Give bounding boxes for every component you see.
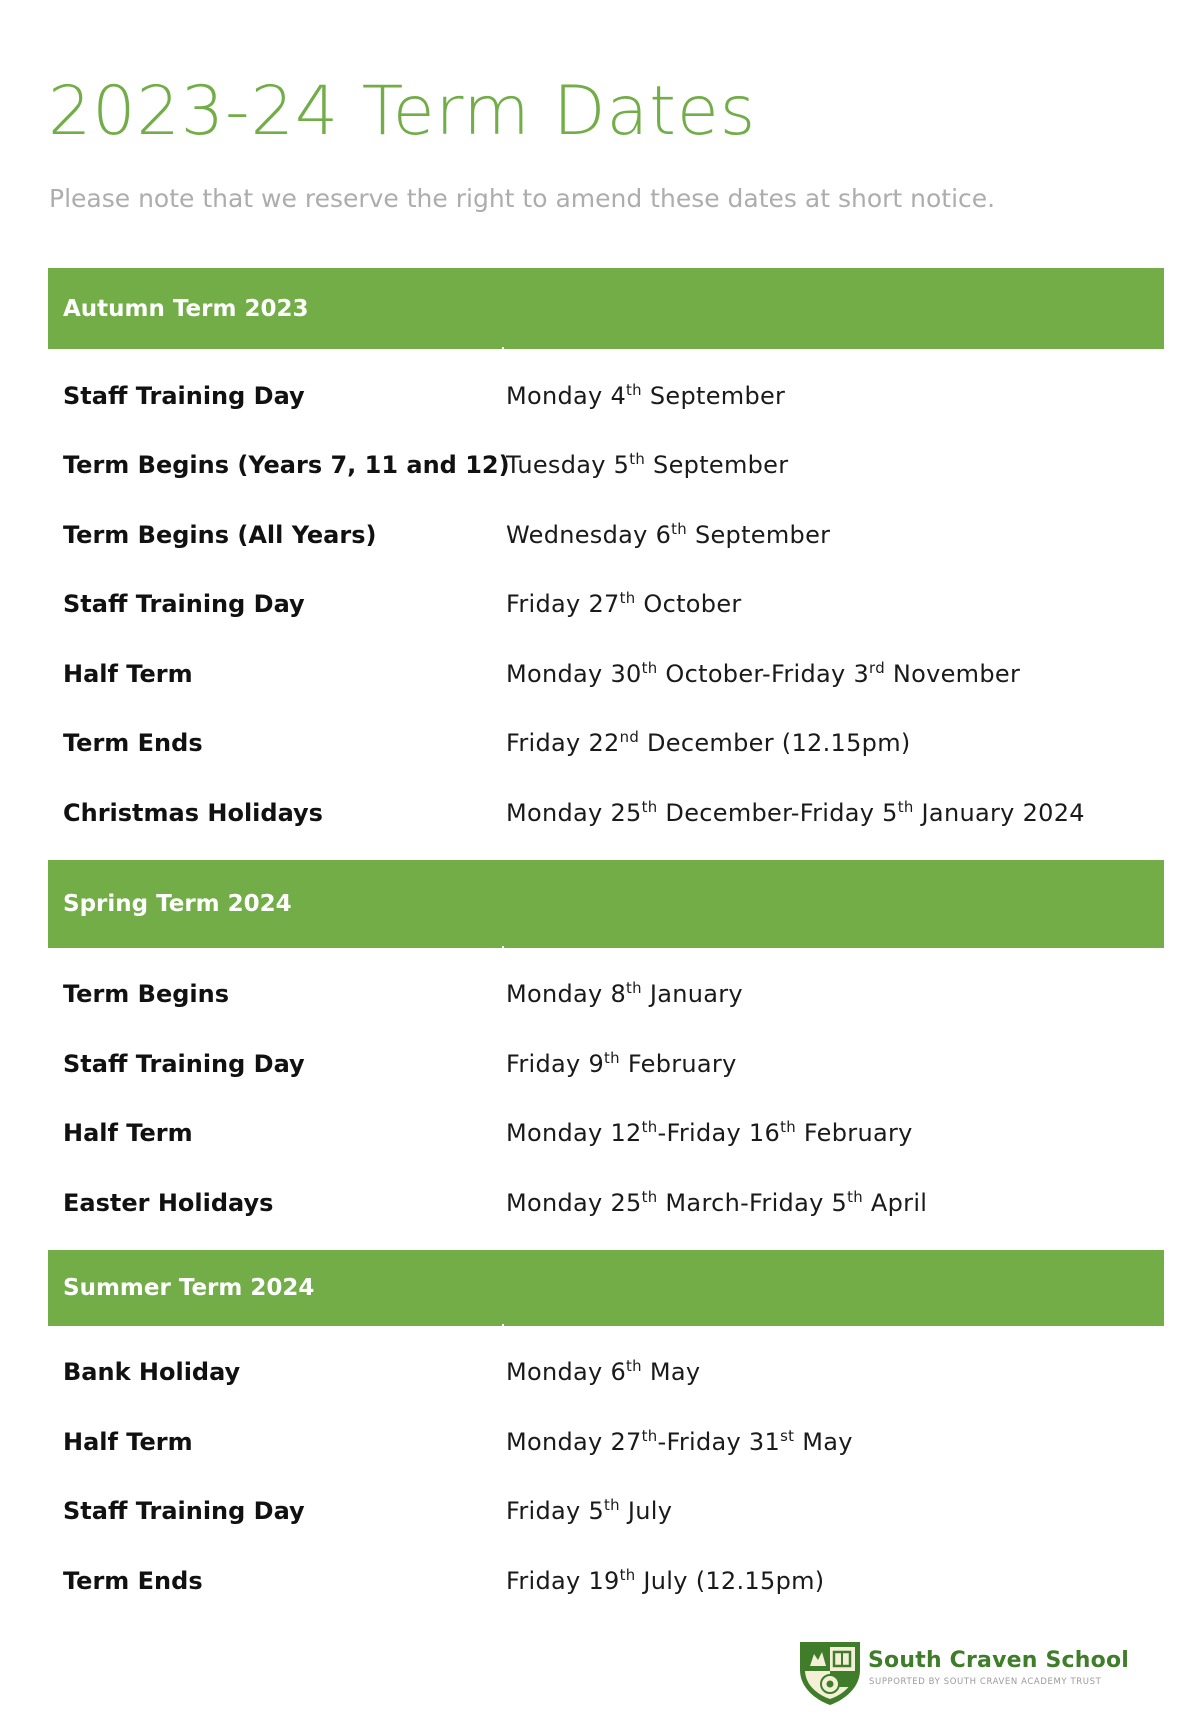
event-date: Monday 30th October-Friday 3rd November [506,658,1021,688]
date-row [48,570,1164,640]
event-date: Friday 22nd December (12.15pm) [506,728,911,758]
event-date: Monday 25th December-Friday 5th January 2024 [506,797,1085,827]
date-row [48,500,1164,570]
term-section [48,268,1164,860]
event-name: Staff Training Day [63,590,305,619]
event-name: Bank Holiday [63,1358,241,1387]
school-logo [798,1640,1130,1706]
event-date: Friday 9th February [506,1048,737,1078]
term-dates-table [48,268,1164,1628]
date-row [48,361,1164,431]
event-date: Monday 25th March-Friday 5th April [506,1187,928,1217]
date-row [48,709,1164,779]
event-name: Christmas Holidays [63,798,323,827]
school-crest-icon [798,1640,862,1706]
date-row [48,1029,1164,1099]
event-name: Staff Training Day [63,1049,305,1078]
date-row [48,1477,1164,1547]
term-section [48,860,1164,1250]
date-row [48,431,1164,501]
event-name: Term Begins (Years 7, 11 and 12) [63,451,510,480]
event-date: Tuesday 5th September [506,450,789,480]
term-section [48,1250,1164,1628]
event-name: Staff Training Day [63,1497,305,1526]
event-name: Staff Training Day [63,381,305,410]
event-date: Monday 27th-Friday 31st May [506,1426,853,1456]
event-name: Term Ends [63,729,203,758]
event-name: Easter Holidays [63,1188,274,1217]
event-name: Half Term [63,659,193,688]
event-name: Term Begins (All Years) [63,520,377,549]
term-rows [48,349,1164,860]
date-row [48,1338,1164,1408]
event-date: Monday 8th January [506,979,743,1009]
date-row [48,1407,1164,1477]
event-name: Term Ends [63,1566,203,1595]
school-tagline: SUPPORTED BY SOUTH CRAVEN ACADEMY TRUST [869,1677,1102,1687]
event-date: Monday 4th September [506,380,786,410]
date-row [48,1168,1164,1238]
page-title: 2023-24 Term Dates [48,72,757,151]
event-date: Monday 12th-Friday 16th February [506,1118,913,1148]
event-date: Wednesday 6th September [506,519,831,549]
date-row [48,778,1164,848]
term-header: Spring Term 2024 [48,860,1164,948]
event-date: Monday 6th May [506,1357,701,1387]
page-subtitle: Please note that we reserve the right to amend these dates at short notice. [49,184,996,213]
date-row [48,1546,1164,1616]
event-name: Half Term [63,1119,193,1148]
term-rows [48,1326,1164,1628]
school-name: South Craven School [868,1648,1130,1673]
date-row [48,960,1164,1030]
event-name: Term Begins [63,980,230,1009]
event-name: Half Term [63,1427,193,1456]
term-rows [48,948,1164,1250]
event-date: Friday 5th July [506,1496,673,1526]
term-header: Summer Term 2024 [48,1250,1164,1326]
date-row [48,1099,1164,1169]
term-header: Autumn Term 2023 [48,268,1164,349]
date-row [48,639,1164,709]
event-date: Friday 19th July (12.15pm) [506,1565,825,1595]
event-date: Friday 27th October [506,589,742,619]
